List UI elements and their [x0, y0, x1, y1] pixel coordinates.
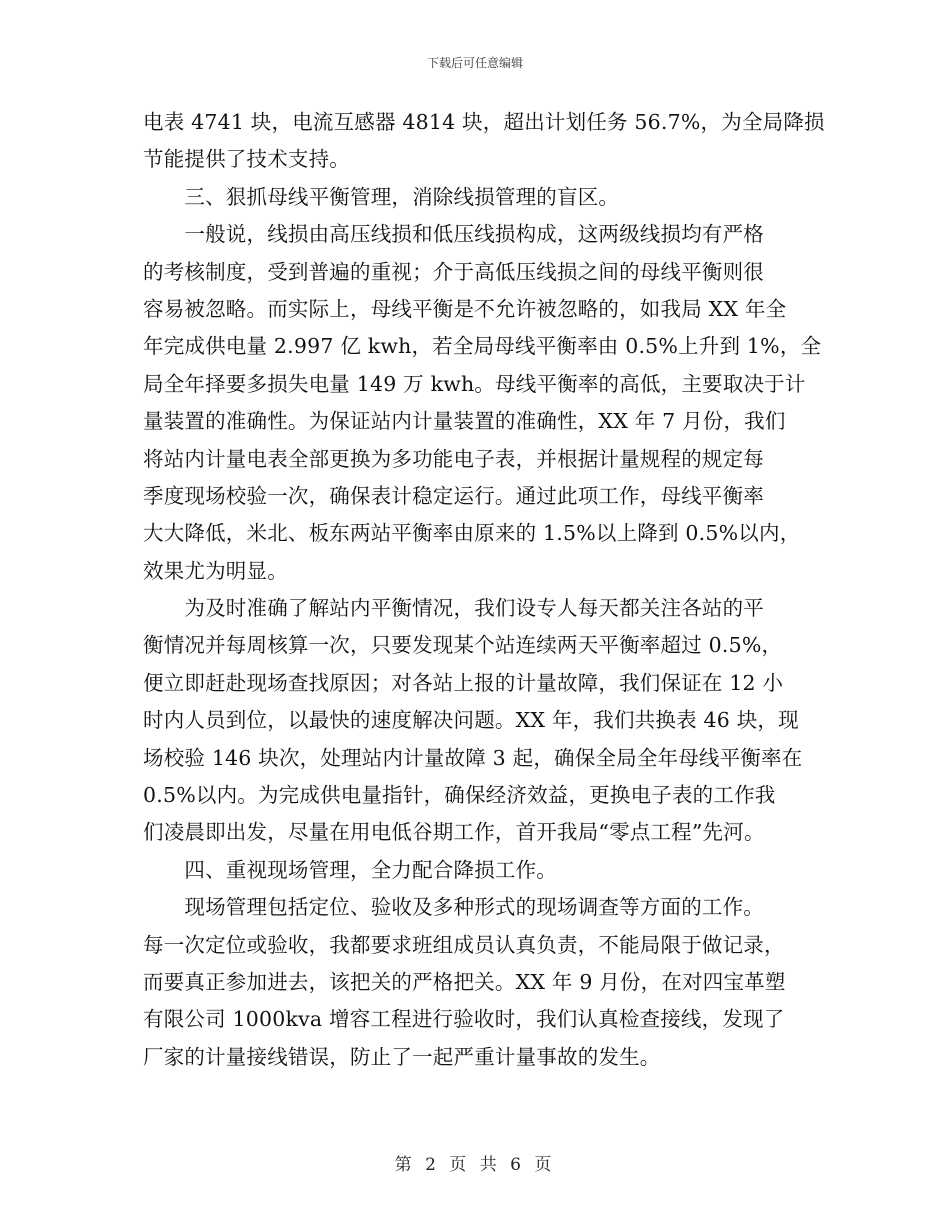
body-line: 便立即赶赴现场查找原因；对各站上报的计量故障，我们保证在 12 小 — [143, 670, 784, 695]
body-line: 季度现场校验一次，确保表计稳定运行。通过此项工作，母线平衡率 — [143, 483, 764, 508]
body-line: 局全年择要多损失电量 149 万 kwh。母线平衡率的高低，主要取决于计 — [143, 371, 806, 396]
section-heading: 三、狠抓母线平衡管理，消除线损管理的盲区。 — [143, 184, 620, 209]
body-line: 为及时准确了解站内平衡情况，我们设专人每天都关注各站的平 — [143, 596, 764, 621]
section-heading: 四、重视现场管理，全力配合降损工作。 — [143, 857, 557, 882]
body-line: 量装置的准确性。为保证站内计量装置的准确性，XX 年 7 月份，我们 — [143, 409, 786, 434]
body-line: 将站内计量电表全部更换为多功能电子表，并根据计量规程的规定每 — [143, 446, 764, 471]
body-line: 大大降低，米北、板东两站平衡率由原来的 1.5%以上降到 0.5%以内， — [143, 521, 801, 546]
body-line: 每一次定位或验收，我都要求班组成员认真负责，不能局限于做记录， — [143, 932, 785, 957]
body-line: 而要真正参加进去，该把关的严格把关。XX 年 9 月份，在对四宝革塑 — [143, 969, 786, 994]
body-line: 有限公司 1000kva 增容工程进行验收时，我们认真检查接线，发现了 — [143, 1007, 785, 1032]
body-line: 年完成供电量 2.997 亿 kwh，若全局母线平衡率由 0.5%上升到 1%，全 — [143, 334, 822, 359]
body-line: 0.5%以内。为完成供电量指针，确保经济效益，更换电子表的工作我 — [143, 783, 776, 808]
body-line: 时内人员到位，以最快的速度解决问题。XX 年，我们共换表 46 块，现 — [143, 708, 799, 733]
body-line: 衡情况并每周核算一次，只要发现某个站连续两天平衡率超过 0.5%， — [143, 633, 783, 658]
body-line: 节能提供了技术支持。 — [143, 147, 350, 172]
body-line: 场校验 146 块次，处理站内计量故障 3 起，确保全局全年母线平衡率在 — [143, 745, 803, 770]
body-line: 现场管理包括定位、验收及多种形式的现场调查等方面的工作。 — [143, 895, 764, 920]
body-line: 电表 4741 块，电流互感器 4814 块，超出计划任务 56.7%，为全局降损 — [143, 110, 825, 134]
body-line: 厂家的计量接线错误，防止了一起严重计量事故的发生。 — [143, 1044, 661, 1069]
body-line: 容易被忽略。而实际上，母线平衡是不允许被忽略的，如我局 XX 年全 — [143, 296, 787, 321]
page-number-footer: 第 2 页 共 6 页 — [394, 1155, 556, 1175]
body-line: 的考核制度，受到普遍的重视；介于高低压线损之间的母线平衡则很 — [143, 259, 764, 284]
body-line: 们凌晨即出发，尽量在用电低谷期工作，首开我局“零点工程”先河。 — [143, 820, 765, 845]
body-line: 效果尤为明显。 — [143, 558, 288, 583]
page-header: 下载后可任意编辑 — [426, 56, 523, 70]
body-line: 一般说，线损由高压线损和低压线损构成，这两级线损均有严格 — [143, 222, 764, 247]
document-body — [143, 104, 825, 1076]
